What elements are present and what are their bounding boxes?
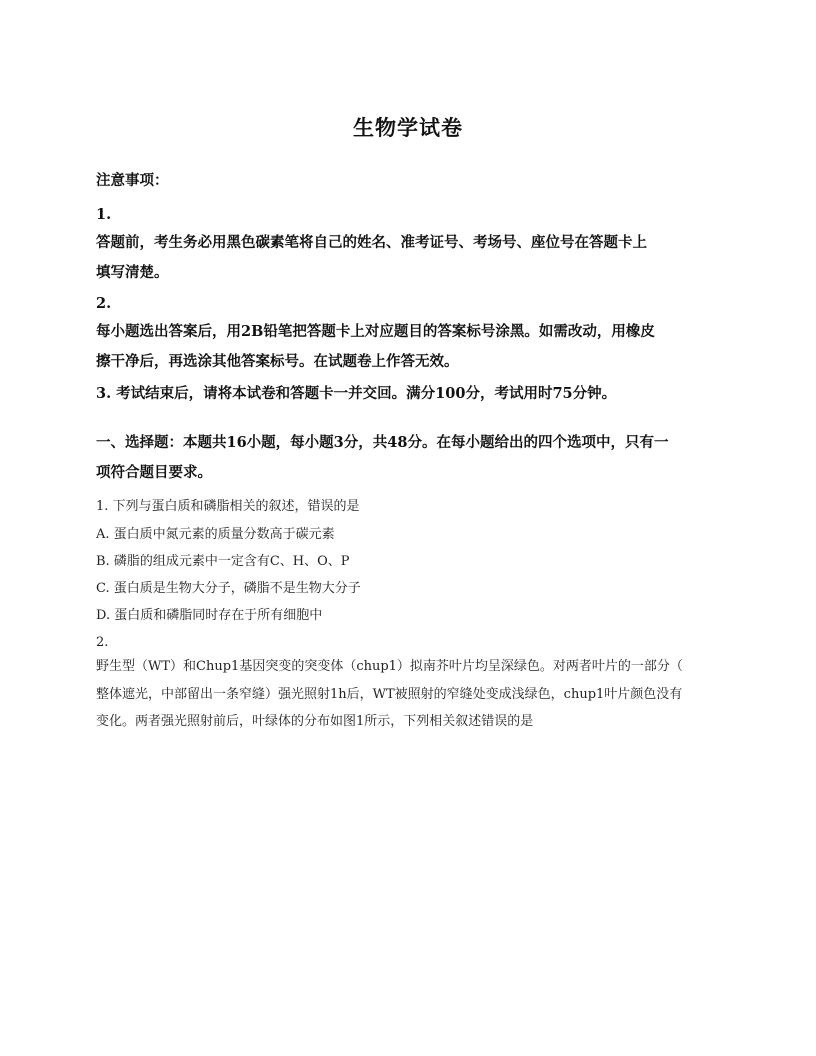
notice-item-1-line-1: 答题前，考生务必用黑色碳素笔将自己的姓名、准考证号、考场号、座位号在答题卡上 (96, 234, 647, 251)
question-1-option-a: A. 蛋白质中氮元素的质量分数高于碳元素 (96, 527, 335, 542)
section-heading-line-2: 项符合题目要求。 (96, 464, 212, 481)
notice-item-2-line-1: 每小题选出答案后，用2B铅笔把答题卡上对应题目的答案标号涂黑。如需改动，用橡皮 (96, 323, 655, 340)
question-1-option-d: D. 蛋白质和磷脂同时存在于所有细胞中 (96, 608, 323, 623)
question-1-stem: 1. 下列与蛋白质和磷脂相关的叙述，错误的是 (96, 499, 360, 514)
notice-item-1-number: 1. (96, 206, 112, 223)
notice-item-3: 3. 考试结束后，请将本试卷和答题卡一并交回。满分100分，考试用时75分钟。 (96, 385, 617, 402)
notice-item-2-number: 2. (96, 295, 112, 312)
question-2-line-3: 变化。两者强光照射前后，叶绿体的分布如图1所示，下列相关叙述错误的是 (96, 714, 534, 729)
notice-item-1-line-2: 填写清楚。 (96, 264, 169, 281)
section-heading-line-1: 一、选择题：本题共16小题，每小题3分，共48分。在每小题给出的四个选项中，只有一 (96, 434, 669, 451)
notice-heading: 注意事项： (96, 172, 169, 189)
question-2-line-1: 野生型（WT）和Chup1基因突变的突变体（chup1）拟南芥叶片均呈深绿色。对两者叶片的一部分（ (96, 659, 683, 674)
question-1-option-b: B. 磷脂的组成元素中一定含有C、H、O、P (96, 554, 350, 569)
notice-item-2-line-2: 擦干净后，再选涂其他答案标号。在试题卷上作答无效。 (96, 353, 459, 370)
question-2-number: 2. (96, 635, 109, 650)
question-1-option-c: C. 蛋白质是生物大分子，磷脂不是生物大分子 (96, 581, 361, 596)
page-title: 生物学试卷 (353, 115, 463, 140)
question-2-line-2: 整体遮光，中部留出一条窄缝）强光照射1h后，WT被照射的窄缝处变成浅绿色，chup1叶片颜色没有 (96, 687, 683, 702)
